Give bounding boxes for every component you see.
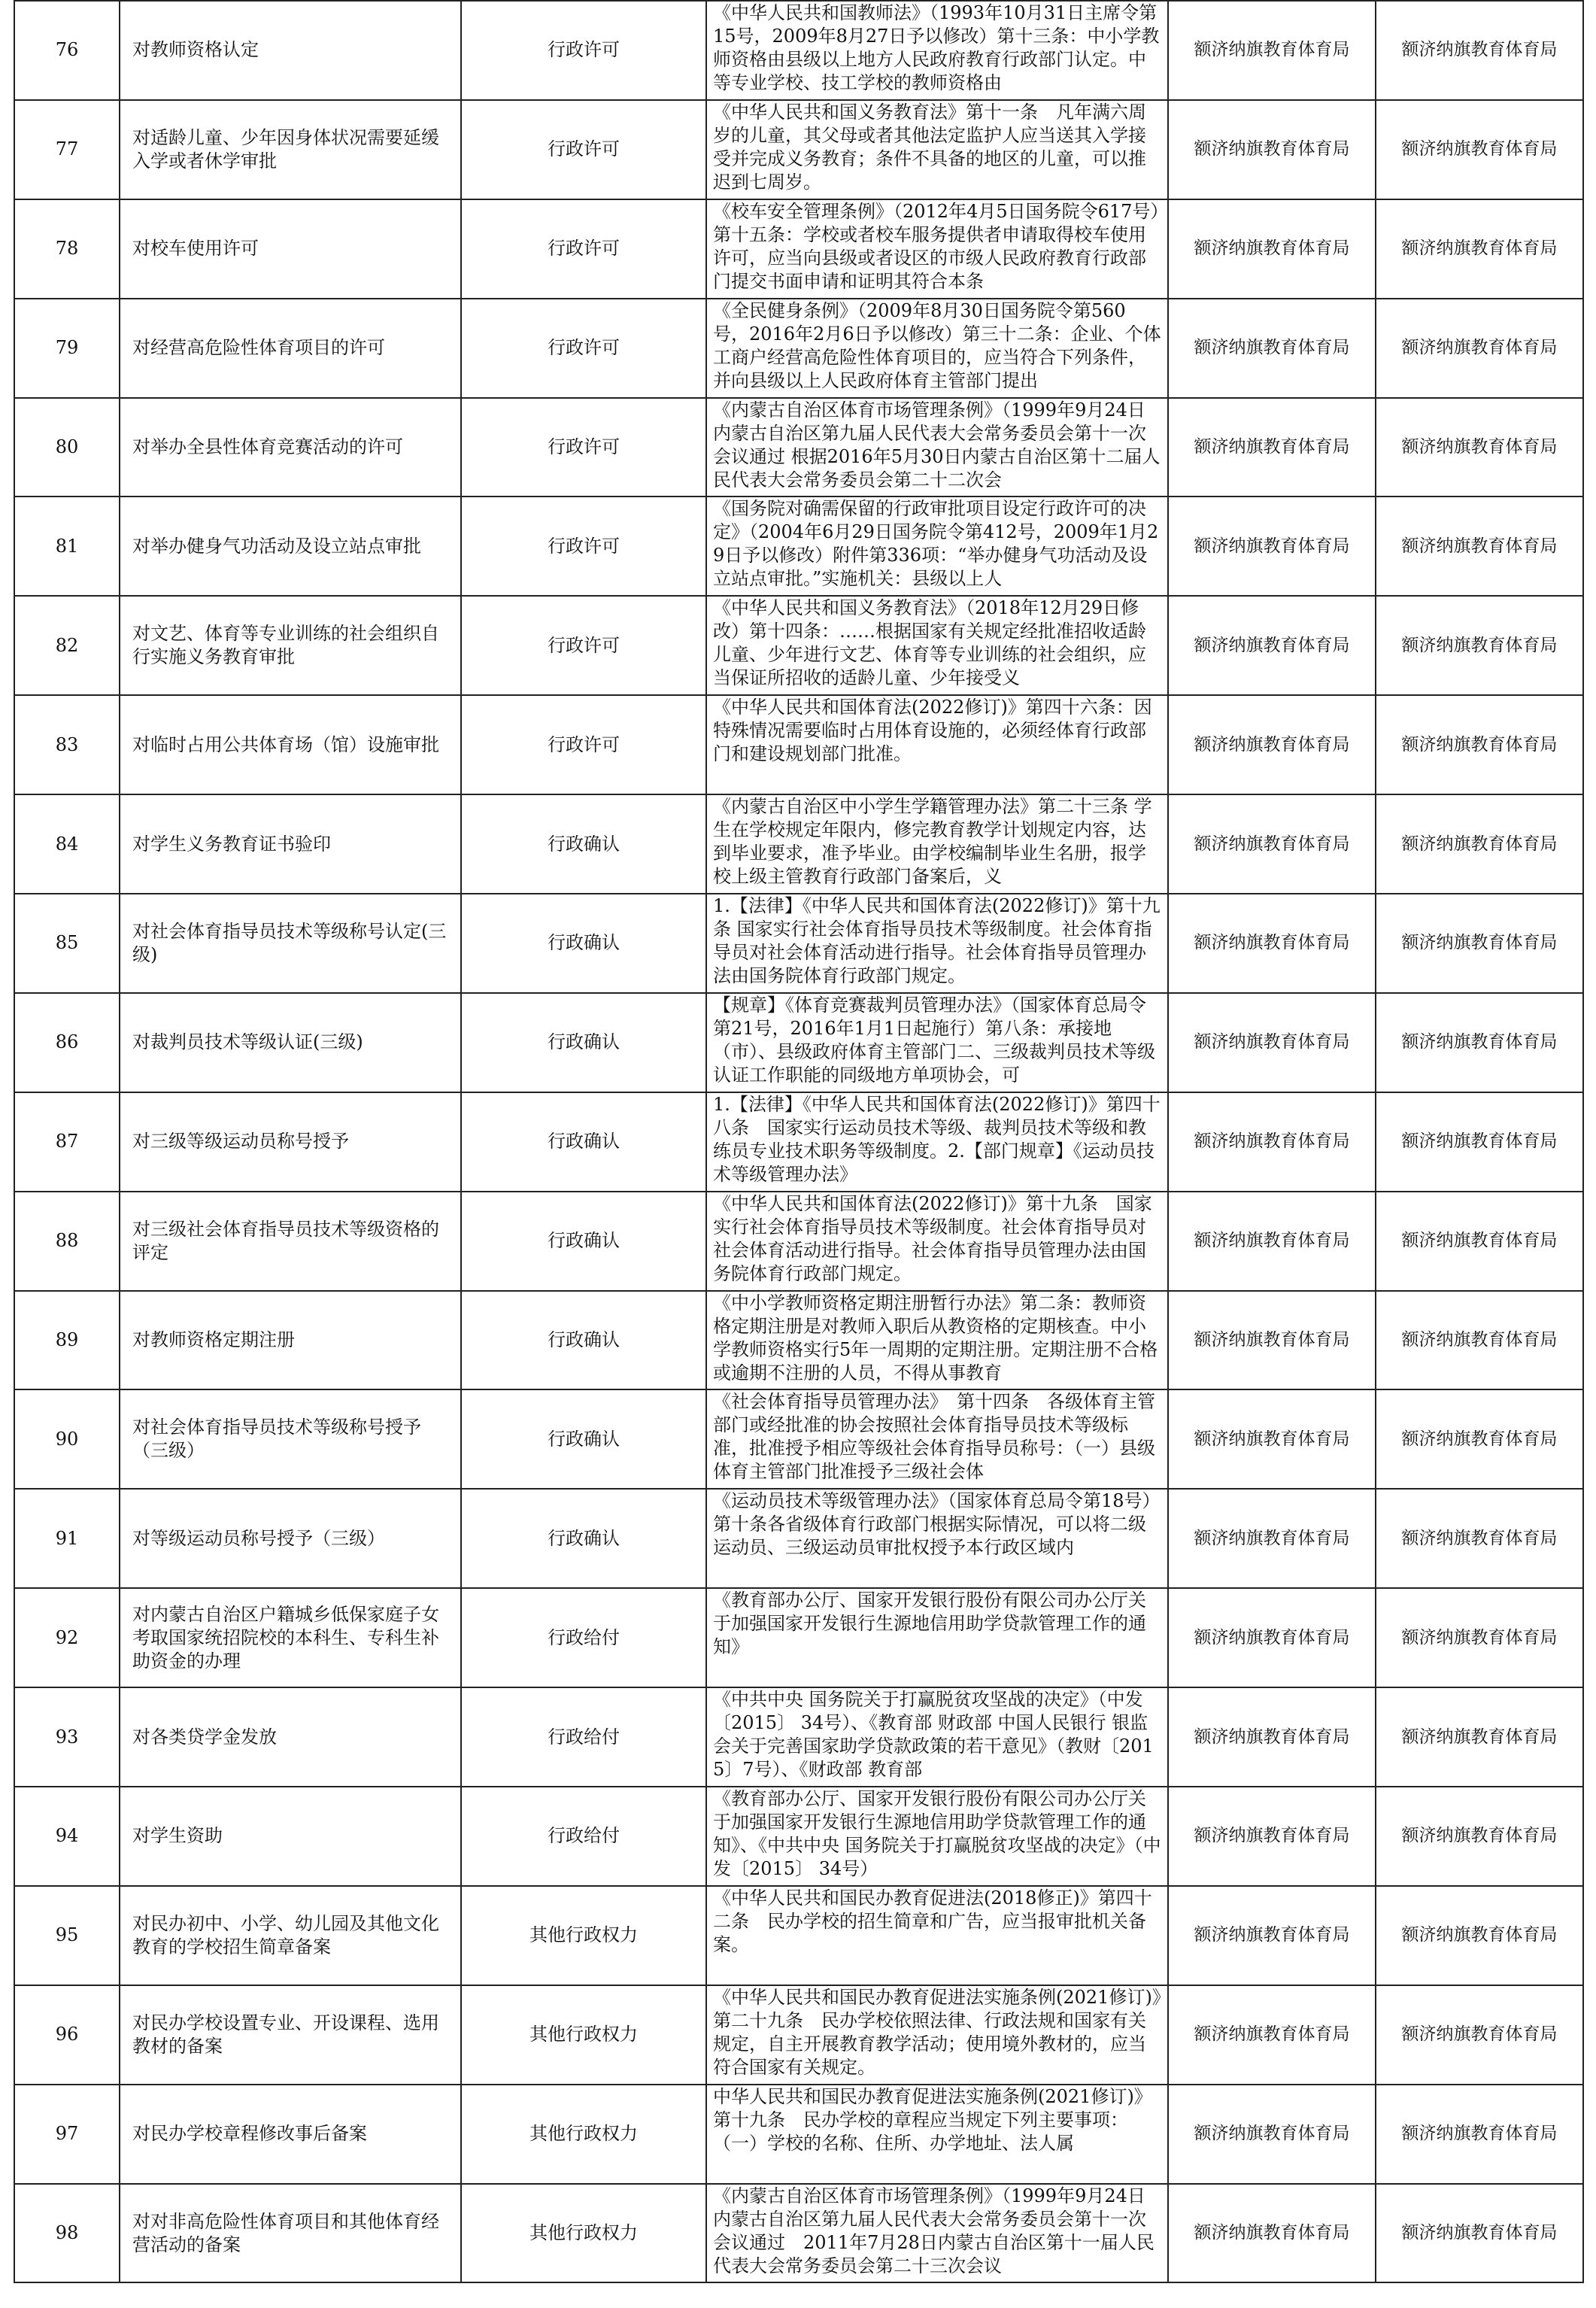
legal-basis-text: 《教育部办公厅、国家开发银行股份有限公司办公厅关于加强国家开发银行生源地信用助学贷款管理工作的通知》、《中共中央 国务院关于打赢脱贫攻坚战的决定》（中发〔2015〕 34号） — [713, 1788, 1161, 1880]
responsible-department: 额济纳旗教育体育局 — [1376, 794, 1583, 894]
legal-basis-text: 《中华人民共和国民办教育促进法(2018修正)》第四十二条 民办学校的招生简章和广告，应当报审批机关备案。 — [713, 1887, 1152, 1955]
power-item-name: 对校车使用许可 — [120, 199, 461, 299]
power-type: 其他行政权力 — [461, 2184, 706, 2283]
legal-basis-text: 《教育部办公厅、国家开发银行股份有限公司办公厅关于加强国家开发银行生源地信用助学贷款管理工作的通知》 — [713, 1590, 1146, 1658]
power-type: 其他行政权力 — [461, 1985, 706, 2085]
power-item-name: 对社会体育指导员技术等级称号授予（三级） — [120, 1389, 461, 1489]
power-type: 行政确认 — [461, 1192, 706, 1291]
power-item-name: 对对非高危险性体育项目和其他体育经营活动的备案 — [120, 2184, 461, 2283]
legal-basis-text: 《中华人民共和国体育法(2022修订)》第十九条 国家实行社会体育指导员技术等级制度。社会体育指导员对社会体育活动进行指导。社会体育指导员管理办法由国务院体育行政部门规定。 — [713, 1192, 1152, 1284]
power-type: 行政确认 — [461, 1489, 706, 1588]
power-type: 行政给付 — [461, 1687, 706, 1787]
legal-basis-cell — [706, 695, 1168, 794]
power-type: 行政许可 — [461, 199, 706, 299]
legal-basis-cell — [706, 1192, 1168, 1291]
table-row — [14, 894, 1583, 993]
power-item-name: 对临时占用公共体育场（馆）设施审批 — [120, 695, 461, 794]
power-item-name: 对教师资格认定 — [120, 1, 461, 100]
power-item-name: 对民办学校设置专业、开设课程、选用教材的备案 — [120, 1985, 461, 2085]
legal-basis-text: 1.【法律】《中华人民共和国体育法(2022修订)》第四十八条 国家实行运动员技术等级、裁判员技术等级和教练员专业技术职务等级制度。2.【部门规章】《运动员技术等级管理办法》 — [713, 1093, 1161, 1185]
table-row — [14, 2085, 1583, 2184]
power-item-name: 对举办全县性体育竞赛活动的许可 — [120, 398, 461, 497]
responsible-department: 额济纳旗教育体育局 — [1376, 695, 1583, 794]
row-number: 79 — [14, 299, 120, 398]
responsible-department: 额济纳旗教育体育局 — [1376, 993, 1583, 1092]
responsible-department: 额济纳旗教育体育局 — [1376, 596, 1583, 695]
legal-basis-text: 《运动员技术等级管理办法》（国家体育总局令第18号）第十条各省级体育行政部门根据实际情况，可以将二级运动员、三级运动员审批权授予本行政区域内 — [713, 1490, 1161, 1559]
power-item-name: 对三级等级运动员称号授予 — [120, 1092, 461, 1192]
responsible-department: 额济纳旗教育体育局 — [1376, 299, 1583, 398]
row-number: 89 — [14, 1291, 120, 1390]
power-item-name: 对民办初中、小学、幼儿园及其他文化教育的学校招生简章备案 — [120, 1886, 461, 1985]
power-item-name: 对学生义务教育证书验印 — [120, 794, 461, 894]
power-type: 行政给付 — [461, 1588, 706, 1687]
power-type: 行政确认 — [461, 894, 706, 993]
implementing-department: 额济纳旗教育体育局 — [1168, 100, 1376, 199]
implementing-department: 额济纳旗教育体育局 — [1168, 1886, 1376, 1985]
table-row — [14, 1291, 1583, 1390]
row-number: 78 — [14, 199, 120, 299]
responsible-department: 额济纳旗教育体育局 — [1376, 1291, 1583, 1390]
row-number: 85 — [14, 894, 120, 993]
power-type: 行政确认 — [461, 993, 706, 1092]
legal-basis-text: 《中华人民共和国教师法》（1993年10月31日主席令第15号，2009年8月27日予以修改）第十三条：中小学教师资格由县级以上地方人民政府教育行政部门认定。中等专业学校、技工学校的教师资格由 — [713, 2, 1160, 93]
responsible-department: 额济纳旗教育体育局 — [1376, 1, 1583, 100]
power-list-sheet — [14, 0, 1582, 2283]
table-row — [14, 1192, 1583, 1291]
row-number: 84 — [14, 794, 120, 894]
power-type: 其他行政权力 — [461, 2085, 706, 2184]
table-row — [14, 596, 1583, 695]
power-item-name: 对适龄儿童、少年因身体状况需要延缓入学或者休学审批 — [120, 100, 461, 199]
implementing-department: 额济纳旗教育体育局 — [1168, 1985, 1376, 2085]
legal-basis-text: 《中华人民共和国义务教育法》（2018年12月29日修改）第十四条：……根据国家有关规定经批准招收适龄儿童、少年进行文艺、体育等专业训练的社会组织，应当保证所招收的适龄儿童、少年接受义 — [713, 597, 1146, 689]
legal-basis-text: 《校车安全管理条例》（2012年4月5日国务院令617号）第十五条：学校或者校车服务提供者申请取得校车使用许可，应当向县级或者设区的市级人民政府教育行政部门提交书面申请和证明其符合本条 — [713, 200, 1160, 292]
power-item-name: 对三级社会体育指导员技术等级资格的评定 — [120, 1192, 461, 1291]
table-row — [14, 1687, 1583, 1787]
table-row — [14, 100, 1583, 199]
legal-basis-cell — [706, 596, 1168, 695]
legal-basis-cell — [706, 1886, 1168, 1985]
power-type: 行政许可 — [461, 596, 706, 695]
table-row — [14, 1886, 1583, 1985]
table-row — [14, 794, 1583, 894]
legal-basis-text: 《内蒙古自治区体育市场管理条例》（1999年9月24日内蒙古自治区第九届人民代表大会常务委员会第十一次会议通过 根据2016年5月30日内蒙古自治区第十二届人民代表大会常务委员会第二十二次会 — [713, 399, 1161, 490]
legal-basis-cell — [706, 1092, 1168, 1192]
table-body — [14, 1, 1583, 2282]
legal-basis-cell — [706, 398, 1168, 497]
implementing-department: 额济纳旗教育体育局 — [1168, 497, 1376, 596]
power-item-name: 对各类贷学金发放 — [120, 1687, 461, 1787]
implementing-department: 额济纳旗教育体育局 — [1168, 695, 1376, 794]
responsible-department: 额济纳旗教育体育局 — [1376, 1192, 1583, 1291]
legal-basis-cell — [706, 894, 1168, 993]
legal-basis-cell — [706, 993, 1168, 1092]
table-row — [14, 1588, 1583, 1687]
legal-basis-text: 《中华人民共和国民办教育促进法实施条例(2021修订)》第二十九条 民办学校依照法律、行政法规和国家有关规定，自主开展教育教学活动；使用境外教材的，应当符合国家有关规定。 — [713, 1986, 1161, 2078]
legal-basis-cell — [706, 1787, 1168, 1886]
legal-basis-cell — [706, 794, 1168, 894]
power-type: 行政许可 — [461, 695, 706, 794]
responsible-department: 额济纳旗教育体育局 — [1376, 1687, 1583, 1787]
responsible-department: 额济纳旗教育体育局 — [1376, 2085, 1583, 2184]
legal-basis-cell — [706, 2085, 1168, 2184]
table-row — [14, 1389, 1583, 1489]
implementing-department: 额济纳旗教育体育局 — [1168, 2184, 1376, 2283]
legal-basis-cell — [706, 1985, 1168, 2085]
responsible-department: 额济纳旗教育体育局 — [1376, 398, 1583, 497]
table-row — [14, 398, 1583, 497]
legal-basis-text: 《中华人民共和国义务教育法》第十一条 凡年满六周岁的儿童，其父母或者其他法定监护人应当送其入学接受并完成义务教育；条件不具备的地区的儿童，可以推迟到七周岁。 — [713, 101, 1146, 193]
legal-basis-text: 《内蒙古自治区中小学生学籍管理办法》第二十三条 学生在学校规定年限内，修完教育教学计划规定内容，达到毕业要求，准予毕业。由学校编制毕业生名册，报学校上级主管教育行政部门备案后，义 — [713, 796, 1152, 888]
row-number: 92 — [14, 1588, 120, 1687]
power-list-table — [14, 0, 1584, 2283]
legal-basis-cell — [706, 1489, 1168, 1588]
implementing-department: 额济纳旗教育体育局 — [1168, 794, 1376, 894]
responsible-department: 额济纳旗教育体育局 — [1376, 1489, 1583, 1588]
table-row — [14, 1787, 1583, 1886]
power-type: 行政许可 — [461, 398, 706, 497]
legal-basis-text: 《社会体育指导员管理办法》 第十四条 各级体育主管部门或经批准的协会按照社会体育指导员技术等级标准，批准授予相应等级社会体育指导员称号：（一）县级体育主管部门批准授予三级社会体 — [713, 1391, 1155, 1483]
row-number: 90 — [14, 1389, 120, 1489]
implementing-department: 额济纳旗教育体育局 — [1168, 299, 1376, 398]
power-type: 其他行政权力 — [461, 1886, 706, 1985]
power-type: 行政确认 — [461, 1389, 706, 1489]
legal-basis-text: 《中共中央 国务院关于打赢脱贫攻坚战的决定》（中发〔2015〕 34号）、《教育部 财政部 中国人民银行 银监会关于完善国家助学贷款政策的若干意见》（教财〔2015〕7号）、《财政部 教育部 — [713, 1689, 1154, 1781]
legal-basis-text: 《国务院对确需保留的行政审批项目设定行政许可的决定》（2004年6月29日国务院令第412号，2009年1月29日予以修改）附件第336项：“举办健身气功活动及设立站点审批。”实施机关：县级以上人 — [713, 498, 1159, 590]
responsible-department: 额济纳旗教育体育局 — [1376, 1588, 1583, 1687]
power-type: 行政给付 — [461, 1787, 706, 1886]
row-number: 86 — [14, 993, 120, 1092]
power-item-name: 对学生资助 — [120, 1787, 461, 1886]
table-row — [14, 993, 1583, 1092]
row-number: 98 — [14, 2184, 120, 2283]
implementing-department: 额济纳旗教育体育局 — [1168, 1, 1376, 100]
implementing-department: 额济纳旗教育体育局 — [1168, 1588, 1376, 1687]
row-number: 83 — [14, 695, 120, 794]
table-row — [14, 1092, 1583, 1192]
implementing-department: 额济纳旗教育体育局 — [1168, 1092, 1376, 1192]
responsible-department: 额济纳旗教育体育局 — [1376, 497, 1583, 596]
implementing-department: 额济纳旗教育体育局 — [1168, 596, 1376, 695]
legal-basis-cell — [706, 199, 1168, 299]
legal-basis-cell — [706, 1389, 1168, 1489]
table-row — [14, 2184, 1583, 2283]
power-item-name: 对文艺、体育等专业训练的社会组织自行实施义务教育审批 — [120, 596, 461, 695]
power-item-name: 对教师资格定期注册 — [120, 1291, 461, 1390]
row-number: 81 — [14, 497, 120, 596]
table-row — [14, 199, 1583, 299]
row-number: 95 — [14, 1886, 120, 1985]
table-row — [14, 1489, 1583, 1588]
table-row — [14, 497, 1583, 596]
implementing-department: 额济纳旗教育体育局 — [1168, 894, 1376, 993]
legal-basis-text: 《中华人民共和国体育法(2022修订)》第四十六条：因特殊情况需要临时占用体育设施的，必须经体育行政部门和建设规划部门批准。 — [713, 697, 1152, 765]
implementing-department: 额济纳旗教育体育局 — [1168, 2085, 1376, 2184]
power-type: 行政确认 — [461, 794, 706, 894]
power-item-name: 对民办学校章程修改事后备案 — [120, 2085, 461, 2184]
power-item-name: 对经营高危险性体育项目的许可 — [120, 299, 461, 398]
legal-basis-text: 《中小学教师资格定期注册暂行办法》第二条：教师资格定期注册是对教师入职后从教资格的定期核查。中小学教师资格实行5年一周期的定期注册。定期注册不合格或逾期不注册的人员，不得从事教育 — [713, 1292, 1158, 1383]
legal-basis-cell — [706, 1687, 1168, 1787]
power-type: 行政许可 — [461, 1, 706, 100]
power-item-name: 对社会体育指导员技术等级称号认定(三级) — [120, 894, 461, 993]
power-type: 行政确认 — [461, 1291, 706, 1390]
legal-basis-text: 1.【法律】《中华人民共和国体育法(2022修订)》第十九条 国家实行社会体育指导员技术等级制度。社会体育指导员对社会体育活动进行指导。社会体育指导员管理办法由国务院体育行政部门规定。 — [713, 895, 1161, 987]
power-item-name: 对举办健身气功活动及设立站点审批 — [120, 497, 461, 596]
legal-basis-text: 《内蒙古自治区体育市场管理条例》（1999年9月24日内蒙古自治区第九届人民代表大会常务委员会第十一次会议通过 2011年7月28日内蒙古自治区第十一届人民代表大会常务委员会第二十三次会议 — [713, 2185, 1155, 2276]
row-number: 94 — [14, 1787, 120, 1886]
table-row — [14, 695, 1583, 794]
row-number: 82 — [14, 596, 120, 695]
responsible-department: 额济纳旗教育体育局 — [1376, 1389, 1583, 1489]
table-row — [14, 1, 1583, 100]
implementing-department: 额济纳旗教育体育局 — [1168, 1787, 1376, 1886]
row-number: 88 — [14, 1192, 120, 1291]
responsible-department: 额济纳旗教育体育局 — [1376, 1985, 1583, 2085]
row-number: 87 — [14, 1092, 120, 1192]
implementing-department: 额济纳旗教育体育局 — [1168, 1389, 1376, 1489]
row-number: 97 — [14, 2085, 120, 2184]
implementing-department: 额济纳旗教育体育局 — [1168, 993, 1376, 1092]
power-type: 行政许可 — [461, 497, 706, 596]
legal-basis-text: 中华人民共和国民办教育促进法实施条例(2021修订)》第十九条 民办学校的章程应当规定下列主要事项：（一）学校的名称、住所、办学地址、法人属 — [713, 2085, 1152, 2154]
legal-basis-cell — [706, 497, 1168, 596]
legal-basis-cell — [706, 299, 1168, 398]
power-type: 行政许可 — [461, 299, 706, 398]
legal-basis-text: 《全民健身条例》（2009年8月30日国务院令第560号，2016年2月6日予以修改）第三十二条：企业、个体工商户经营高危险性体育项目的，应当符合下列条件，并向县级以上人民政府体育主管部门提出 — [713, 299, 1161, 391]
table-row — [14, 1985, 1583, 2085]
row-number: 91 — [14, 1489, 120, 1588]
power-type: 行政许可 — [461, 100, 706, 199]
responsible-department: 额济纳旗教育体育局 — [1376, 1092, 1583, 1192]
legal-basis-cell — [706, 100, 1168, 199]
row-number: 93 — [14, 1687, 120, 1787]
power-item-name: 对等级运动员称号授予（三级） — [120, 1489, 461, 1588]
responsible-department: 额济纳旗教育体育局 — [1376, 100, 1583, 199]
responsible-department: 额济纳旗教育体育局 — [1376, 199, 1583, 299]
implementing-department: 额济纳旗教育体育局 — [1168, 1687, 1376, 1787]
row-number: 77 — [14, 100, 120, 199]
table-row — [14, 299, 1583, 398]
power-type: 行政确认 — [461, 1092, 706, 1192]
responsible-department: 额济纳旗教育体育局 — [1376, 894, 1583, 993]
responsible-department: 额济纳旗教育体育局 — [1376, 1886, 1583, 1985]
responsible-department: 额济纳旗教育体育局 — [1376, 1787, 1583, 1886]
legal-basis-cell — [706, 2184, 1168, 2283]
implementing-department: 额济纳旗教育体育局 — [1168, 398, 1376, 497]
legal-basis-text: 【规章】《体育竞赛裁判员管理办法》（国家体育总局令第21号，2016年1月1日起施行）第八条：承接地（市）、县级政府体育主管部门二、三级裁判员技术等级认证工作职能的同级地方单项协会，可 — [713, 994, 1155, 1086]
responsible-department: 额济纳旗教育体育局 — [1376, 2184, 1583, 2283]
legal-basis-cell — [706, 1, 1168, 100]
row-number: 80 — [14, 398, 120, 497]
implementing-department: 额济纳旗教育体育局 — [1168, 199, 1376, 299]
row-number: 96 — [14, 1985, 120, 2085]
legal-basis-cell — [706, 1588, 1168, 1687]
legal-basis-cell — [706, 1291, 1168, 1390]
row-number: 76 — [14, 1, 120, 100]
implementing-department: 额济纳旗教育体育局 — [1168, 1192, 1376, 1291]
power-item-name: 对内蒙古自治区户籍城乡低保家庭子女考取国家统招院校的本科生、专科生补助资金的办理 — [120, 1588, 461, 1687]
implementing-department: 额济纳旗教育体育局 — [1168, 1291, 1376, 1390]
implementing-department: 额济纳旗教育体育局 — [1168, 1489, 1376, 1588]
power-item-name: 对裁判员技术等级认证(三级) — [120, 993, 461, 1092]
